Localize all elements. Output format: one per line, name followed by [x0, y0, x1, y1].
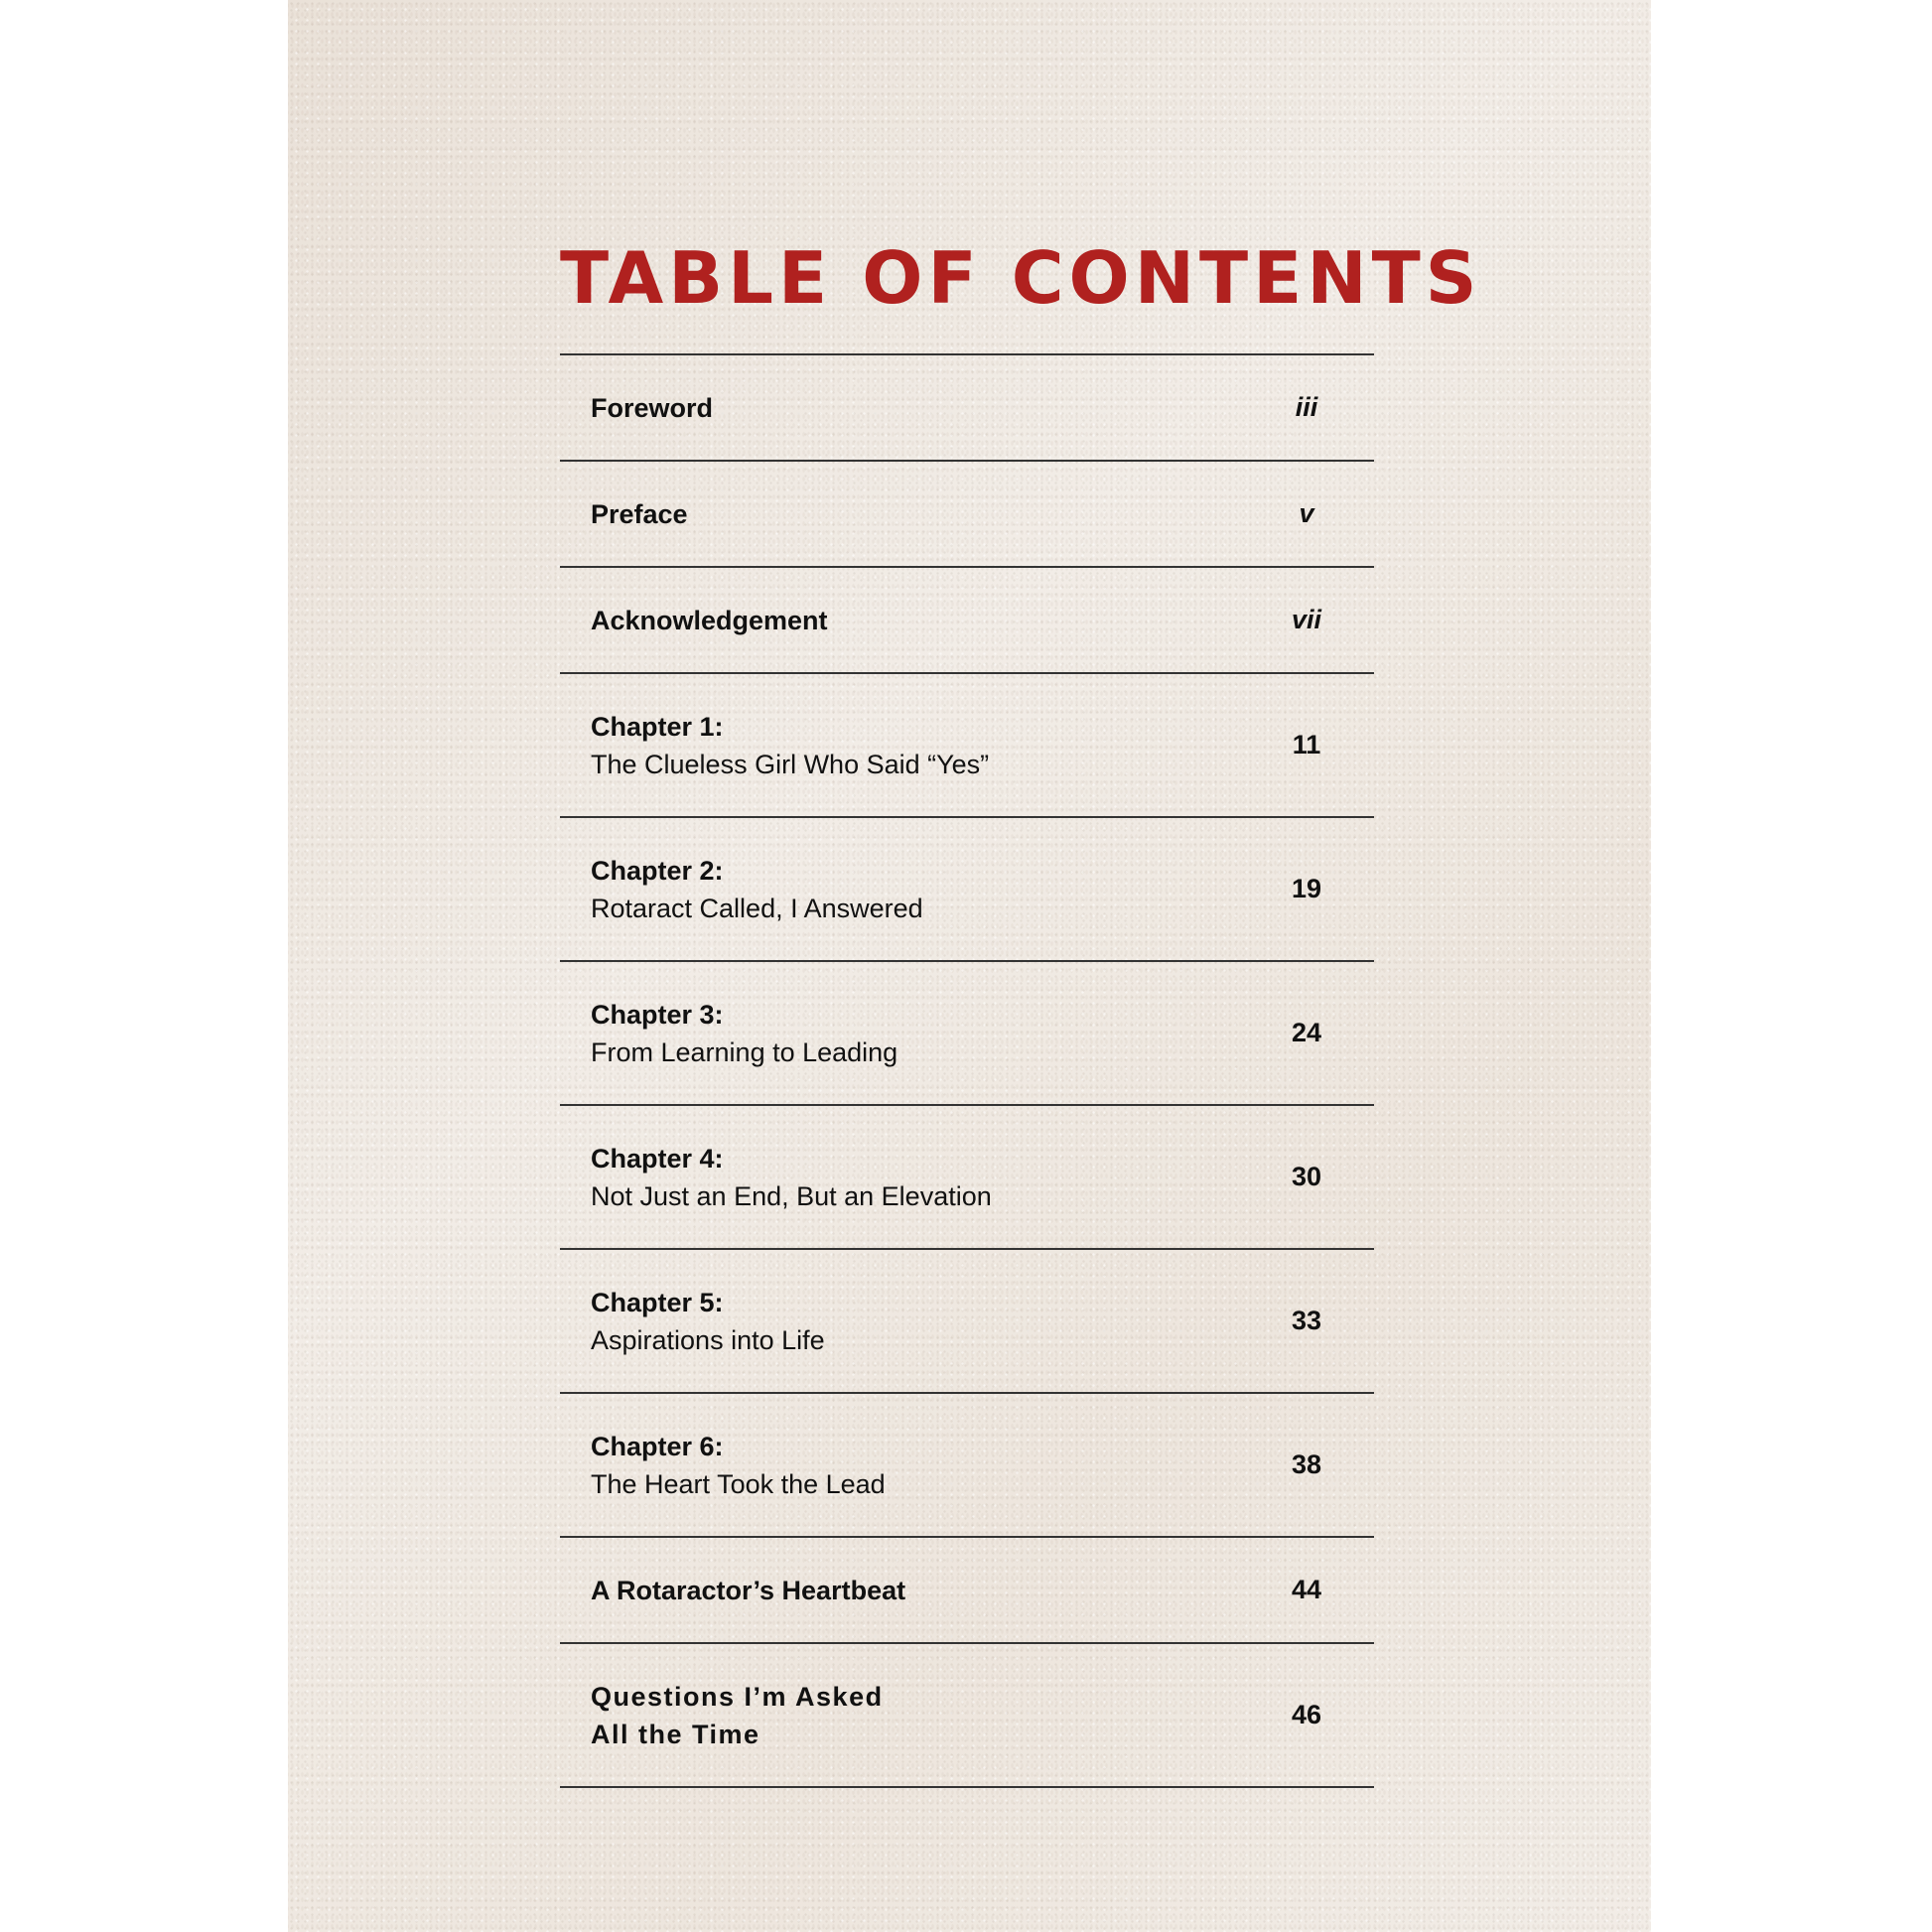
- toc-page-number: 24: [1291, 1018, 1322, 1047]
- toc-page-number: 46: [1291, 1700, 1322, 1729]
- toc-entry-chapter-2[interactable]: [560, 818, 1374, 962]
- toc-entry-text: [591, 1678, 884, 1753]
- toc-entry-rotaractors-heartbeat[interactable]: [560, 1538, 1374, 1644]
- toc-page-number: 11: [1292, 730, 1321, 759]
- toc-entry-text: [591, 1140, 992, 1215]
- toc-entry-label: Chapter 6:: [591, 1431, 724, 1461]
- toc-entry-text: [591, 708, 989, 783]
- toc-entry-text: [591, 495, 688, 533]
- toc-entry-subtitle: From Learning to Leading: [591, 1036, 898, 1067]
- toc-entry-text: [591, 996, 897, 1071]
- toc-entry-subtitle: The Heart Took the Lead: [591, 1468, 886, 1499]
- page-title: TABLE OF CONTENTS: [560, 236, 1482, 320]
- toc-entry-subtitle: Aspirations into Life: [591, 1324, 825, 1355]
- toc-entry-label: Chapter 3:: [591, 999, 724, 1030]
- toc-page-number: 30: [1291, 1162, 1322, 1191]
- toc-page-number: 38: [1291, 1449, 1322, 1479]
- toc-entry-subtitle: The Clueless Girl Who Said “Yes”: [591, 749, 990, 779]
- toc-entry-text: [591, 1284, 825, 1359]
- table-of-contents: [560, 353, 1374, 1788]
- toc-entry-text: [591, 1428, 886, 1503]
- toc-entry-text: [591, 1572, 905, 1609]
- toc-entry-label: Foreword: [591, 392, 714, 423]
- toc-entry-label-line-2: All the Time: [591, 1719, 760, 1749]
- toc-entry-chapter-6[interactable]: [560, 1394, 1374, 1538]
- toc-entry-foreword[interactable]: [560, 355, 1374, 462]
- toc-entry-label: Preface: [591, 498, 688, 529]
- toc-entry-subtitle: Not Just an End, But an Elevation: [591, 1180, 992, 1211]
- toc-page-number: v: [1299, 498, 1314, 528]
- toc-entry-chapter-3[interactable]: [560, 962, 1374, 1106]
- toc-entry-questions[interactable]: [560, 1644, 1374, 1788]
- toc-entry-label: Chapter 1:: [591, 711, 724, 742]
- toc-entry-label: A Rotaractor’s Heartbeat: [591, 1575, 906, 1605]
- toc-page-number: 19: [1291, 874, 1322, 903]
- toc-entry-chapter-5[interactable]: [560, 1250, 1374, 1394]
- toc-entry-label: Questions I’m Asked: [591, 1681, 884, 1712]
- toc-page-number: iii: [1295, 392, 1318, 422]
- toc-entry-subtitle: Rotaract Called, I Answered: [591, 893, 923, 923]
- toc-page-number: vii: [1291, 605, 1322, 634]
- toc-entry-acknowledgement[interactable]: [560, 568, 1374, 674]
- toc-entry-text: [591, 389, 713, 427]
- toc-page-number: 33: [1291, 1306, 1322, 1335]
- toc-entry-chapter-1[interactable]: [560, 674, 1374, 818]
- toc-entry-label: Chapter 2:: [591, 855, 724, 886]
- toc-entry-label: Chapter 4:: [591, 1143, 724, 1173]
- toc-page-number: 44: [1291, 1575, 1322, 1604]
- toc-entry-chapter-4[interactable]: [560, 1106, 1374, 1250]
- toc-entry-preface[interactable]: [560, 462, 1374, 568]
- toc-entry-text: [591, 852, 923, 927]
- toc-entry-label: Acknowledgement: [591, 605, 828, 635]
- toc-entry-text: [591, 602, 828, 639]
- toc-entry-label: Chapter 5:: [591, 1287, 724, 1317]
